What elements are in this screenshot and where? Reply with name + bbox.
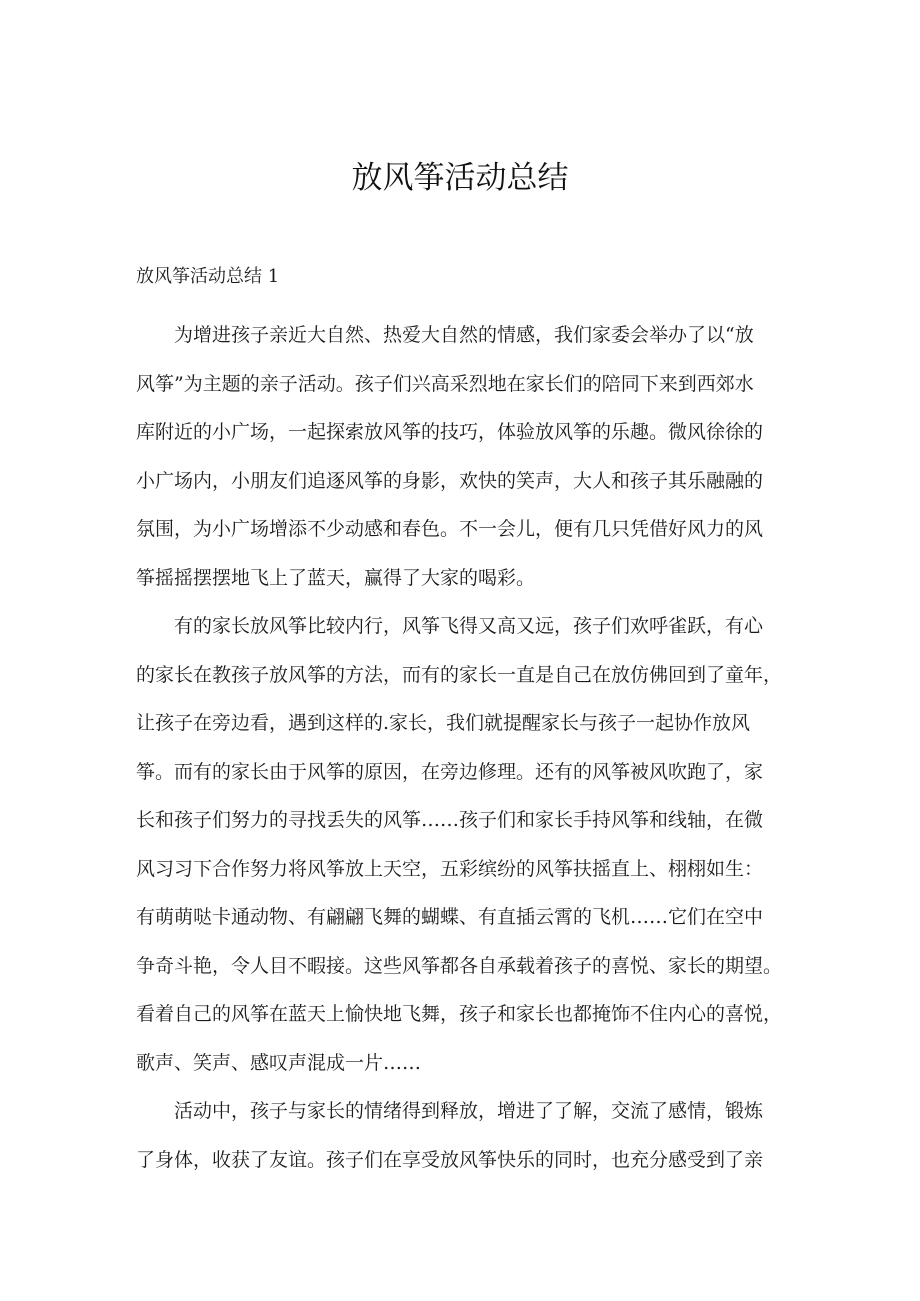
paragraph-2: 有的家长放风筝比较内行，风筝飞得又高又远，孩子们欢呼雀跃，有心 的家长在教孩子放风筝的方法，而有的家长一直是自己在放仿佛回到了童年， 让孩子在旁边看，遇到这样的.家长，我们就提醒家长与孩子一起协作放风 筝。而有的家长由于风筝的原因，在旁边修理。还有的风筝被风吹跑了，家 长和孩子们努力的寻找丢失的风筝……孩子们和家长手持风筝和线轴，在微 风习习下合作努力将风筝放上天空，五彩缤纷的风筝扶摇直上、栩栩如生： 有萌萌哒卡通动物、有翩翩飞舞的蝴蝶、有直插云霄的飞机……它们在空中 争奇斗艳，令人目不暇接。这些风筝都各自承载着孩子的喜悦、家长的期望。 看着自己的风筝在蓝天上愉快地飞舞，孩子和家长也都掩饰不住内心的喜悦， 歌声、笑声、感叹声混成一片…… — [136, 615, 783, 1074]
paragraph-1: 为增进孩子亲近大自然、热爱大自然的情感，我们家委会举办了以“放 风筝”为主题的亲子活动。孩子们兴高采烈地在家长们的陪同下来到西郊水 库附近的小广场，一起探索放风筝的技巧，体验放风筝的乐趣。微风徐徐的 小广场内，小朋友们追逐风筝的身影，欢快的笑声，大人和孩子其乐融融的 氛围，为小广场增添不少动感和春色。不一会儿，便有几只凭借好风力的风 筝摇摇摆摆地飞上了蓝天，赢得了大家的喝彩。 — [136, 324, 764, 589]
paragraph-3: 活动中，孩子与家长的情绪得到释放，增进了了解，交流了感情，锻炼 了身体，收获了友谊。孩子们在享受放风筝快乐的同时，也充分感受到了亲 — [136, 1100, 764, 1171]
section-heading: 放风筝活动总结 1 — [136, 266, 280, 287]
document-title: 放风筝活动总结 — [351, 160, 569, 196]
document-body — [136, 311, 796, 1184]
